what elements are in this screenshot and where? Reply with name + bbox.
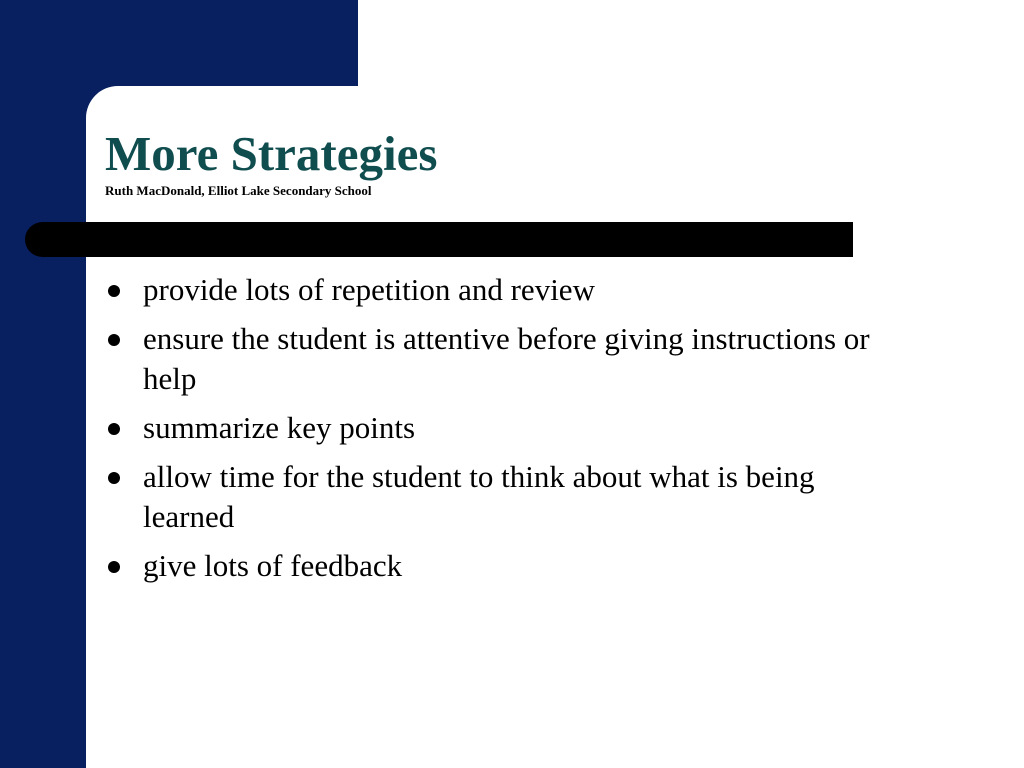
- bullet-dot-icon: [108, 423, 120, 435]
- top-navy-band: [0, 0, 358, 86]
- bullet-text: summarize key points: [143, 410, 416, 445]
- bullet-text: allow time for the student to think about what is being learned: [143, 459, 815, 534]
- bullet-item: [105, 270, 905, 310]
- bullet-list: [105, 270, 905, 595]
- bullet-item: [105, 408, 905, 448]
- bullet-dot-icon: [108, 285, 120, 297]
- bullet-dot-icon: [108, 472, 120, 484]
- bullet-dot-icon: [108, 334, 120, 346]
- bullet-item: [105, 546, 905, 586]
- bullet-item: [105, 457, 905, 537]
- slide-title: More Strategies: [105, 126, 438, 181]
- bullet-text: ensure the student is attentive before giving instructions or help: [143, 321, 870, 396]
- left-navy-band: [0, 0, 86, 768]
- bullet-dot-icon: [108, 561, 120, 573]
- bullet-text: give lots of feedback: [143, 548, 403, 583]
- slide-subtitle: Ruth MacDonald, Elliot Lake Secondary School: [105, 183, 372, 198]
- bullet-item: [105, 319, 905, 399]
- bullet-text: provide lots of repetition and review: [143, 272, 595, 307]
- divider-bar: [25, 222, 853, 257]
